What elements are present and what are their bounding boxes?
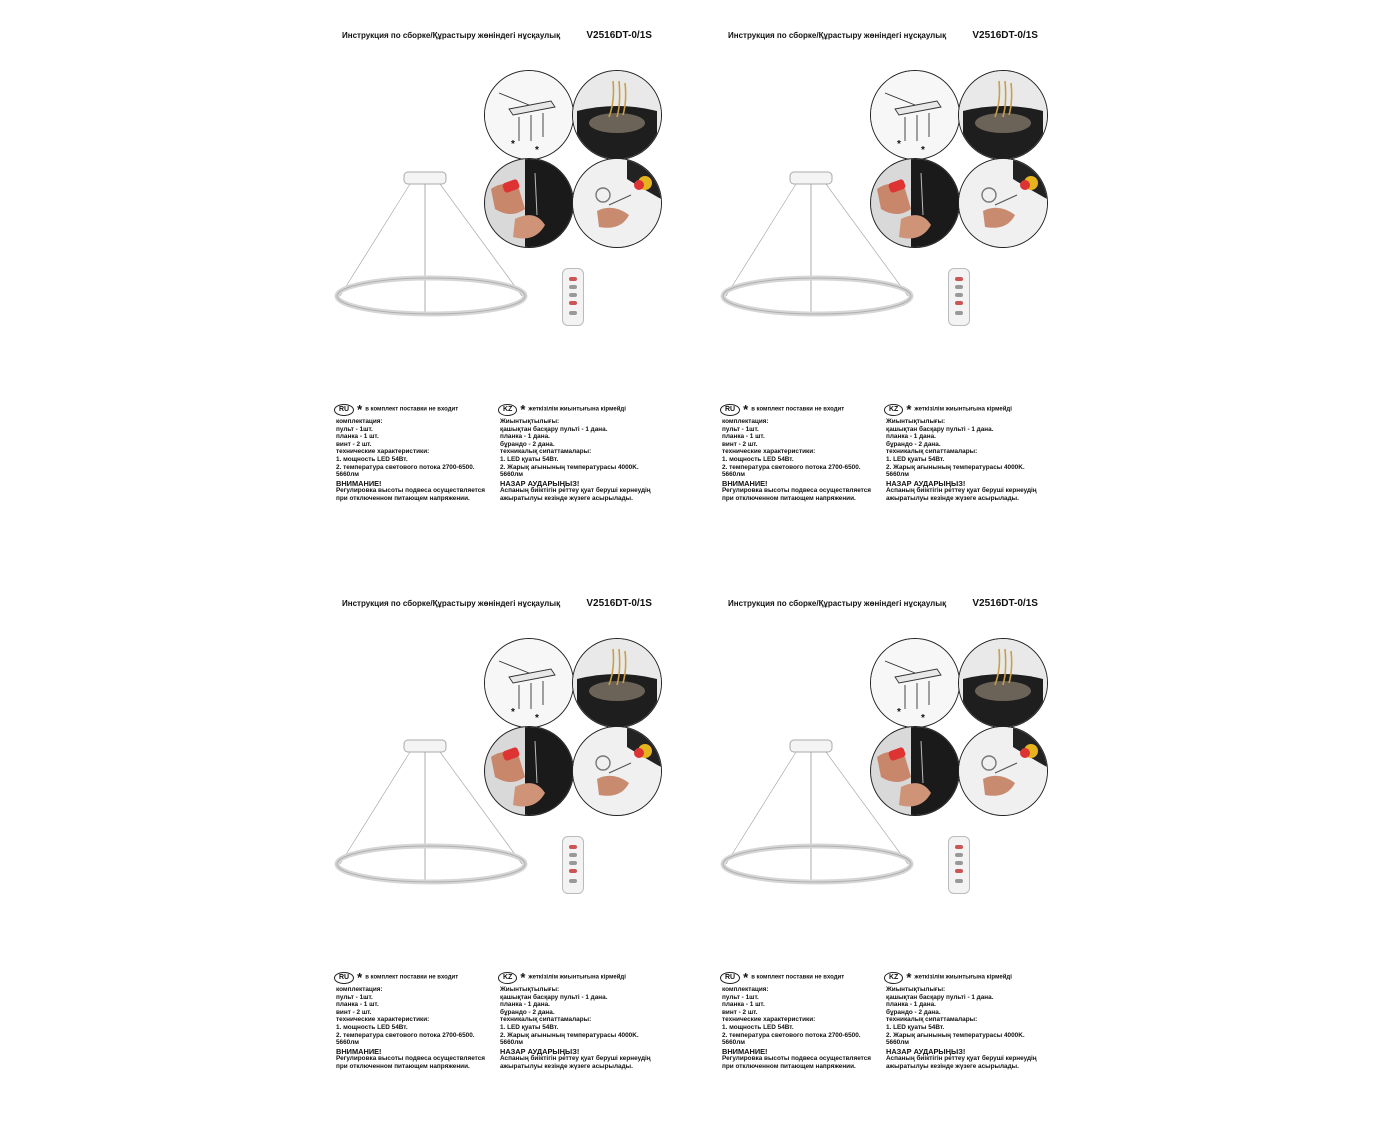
warning-title: ВНИМАНИЕ! [336, 1046, 382, 1056]
wiring-canopy-step [958, 70, 1048, 160]
spec-line: 2. Жарық ағынының температурасы 4000K. [886, 463, 1025, 471]
spec-line: Жиынтықтылығы: [886, 418, 946, 425]
spec-line: қашықтан басқару пульті - 1 дана. [500, 993, 608, 1001]
spec-line: 5660лм [886, 1039, 910, 1047]
spec-line: 5660лм [500, 1039, 524, 1047]
ru-spec-column [722, 986, 882, 1071]
spec-line: пульт - 1шт. [722, 425, 759, 433]
spec-line: планка - 1 дана. [886, 433, 936, 441]
warning-line: ажыратылуы кезінде жүзеге асырылады. [500, 494, 633, 502]
spec-line: винт - 2 шт. [722, 1008, 758, 1016]
screwdriver-step [484, 158, 574, 248]
svg-text:*: * [511, 139, 515, 150]
screwdriver-step [870, 726, 960, 816]
spec-line: Жиынтықтылығы: [886, 986, 946, 993]
spec-line: винт - 2 шт. [336, 1008, 372, 1016]
remote-control-illustration [948, 836, 970, 894]
ru-language-badge: RU [720, 404, 740, 416]
spec-line: техникалық сипаттамалары: [500, 448, 592, 456]
sheet-header [728, 30, 1048, 44]
warning-line: Аспаның биіктігін реттеу қуат беруші кернеудің [500, 487, 651, 495]
spec-line: 1. мощность LED 54Вт. [722, 1023, 794, 1031]
asterisk-icon: * [520, 970, 526, 985]
legend-row [720, 402, 1060, 416]
spec-line: бұрандо - 2 дана. [886, 1008, 941, 1016]
bracket-diagram-step [484, 638, 574, 728]
spec-line: комплектация: [722, 418, 769, 425]
bracket-diagram-step [870, 70, 960, 160]
screwdriver-step [484, 726, 574, 816]
spec-line: 2. Жарық ағынының температурасы 4000K. [886, 1031, 1025, 1039]
asterisk-icon: * [743, 402, 749, 417]
spec-line: 5660лм [886, 471, 910, 479]
asterisk-icon: * [906, 970, 912, 985]
sheet-title: Инструкция по сборке/Құрастыру жөніндегі нұсқаулық [728, 599, 947, 608]
spec-line: 2. температура светового потока 2700-6500. [722, 1031, 861, 1039]
asterisk-icon: * [743, 970, 749, 985]
wiring-canopy-step [572, 638, 662, 728]
ru-not-included-note: в комплект поставки не входит [751, 406, 845, 413]
spec-line: 1. мощность LED 54Вт. [722, 455, 794, 463]
spec-line: бұрандо - 2 дана. [886, 440, 941, 448]
model-number: V2516DT-0/1S [586, 598, 652, 609]
spec-line: бұрандо - 2 дана. [500, 1008, 555, 1016]
sheet-title: Инструкция по сборке/Құрастыру жөніндегі нұсқаулық [342, 31, 561, 40]
spec-line: пульт - 1шт. [336, 993, 373, 1001]
warning-title: ВНИМАНИЕ! [336, 478, 382, 488]
spec-line: планка - 1 шт. [336, 433, 379, 441]
kz-not-included-note: жеткізілім жиынтығына кірмейді [914, 406, 1012, 413]
legend-row [334, 970, 674, 984]
spec-line: планка - 1 шт. [722, 1001, 765, 1009]
spec-line: 5660лм [336, 471, 360, 479]
warning-title: ВНИМАНИЕ! [722, 1046, 768, 1056]
sheet-title: Инструкция по сборке/Құрастыру жөніндегі нұсқаулық [342, 599, 561, 608]
spec-line: 2. температура светового потока 2700-6500. [336, 463, 475, 471]
kz-language-badge: KZ [498, 404, 517, 416]
spec-line: винт - 2 шт. [722, 440, 758, 448]
spec-line: 2. температура светового потока 2700-6500. [722, 463, 861, 471]
kz-spec-column [886, 418, 1046, 503]
screwdriver-step [870, 158, 960, 248]
ru-language-badge: RU [334, 972, 354, 984]
spec-line: 5660лм [500, 471, 524, 479]
bracket-diagram-step [870, 638, 960, 728]
spec-line: қашықтан басқару пульті - 1 дана. [886, 993, 994, 1001]
ru-language-badge: RU [720, 972, 740, 984]
asterisk-icon: * [906, 402, 912, 417]
warning-line: ажыратылуы кезінде жүзеге асырылады. [500, 1062, 633, 1070]
instruction-sheet [720, 30, 1060, 550]
spec-line: техникалық сипаттамалары: [886, 448, 978, 456]
ru-spec-column [336, 986, 496, 1071]
spec-line: планка - 1 шт. [336, 1001, 379, 1009]
ru-spec-column [722, 418, 882, 503]
svg-text:*: * [897, 139, 901, 150]
instruction-sheet [334, 30, 674, 550]
warning-line: при отключенном питающем напряжении. [722, 1062, 856, 1070]
remote-control-illustration [948, 268, 970, 326]
spec-line: 2. Жарық ағынының температурасы 4000K. [500, 1031, 639, 1039]
spec-line: технические характеристики: [336, 448, 430, 456]
warning-title: НАЗАР АУДАРЫҢЫЗ! [500, 1046, 580, 1056]
wiring-canopy-step [572, 70, 662, 160]
model-number: V2516DT-0/1S [972, 30, 1038, 41]
spec-line: планка - 1 дана. [500, 433, 550, 441]
kz-language-badge: KZ [498, 972, 517, 984]
warning-title: НАЗАР АУДАРЫҢЫЗ! [886, 1046, 966, 1056]
spec-line: винт - 2 шт. [336, 440, 372, 448]
sheet-header [342, 30, 662, 44]
spec-line: 5660лм [722, 1039, 746, 1047]
spec-line: 1. LED қуаты 54Вт. [500, 1023, 559, 1031]
sheet-header [342, 598, 662, 612]
warning-line: при отключенном питающем напряжении. [336, 1062, 470, 1070]
spec-line: техникалық сипаттамалары: [886, 1016, 978, 1024]
spec-line: Жиынтықтылығы: [500, 986, 560, 993]
kz-spec-column [500, 418, 660, 503]
warning-line: Регулировка высоты подвеса осуществляется [336, 487, 486, 495]
warning-line: Аспаның биіктігін реттеу қуат беруші кернеудің [886, 1055, 1037, 1063]
warning-line: Аспаның биіктігін реттеу қуат беруші кернеудің [500, 1055, 651, 1063]
instruction-sheet [334, 598, 674, 1118]
spec-line: пульт - 1шт. [336, 425, 373, 433]
kz-not-included-note: жеткізілім жиынтығына кірмейді [528, 974, 626, 981]
remote-control-illustration [562, 268, 584, 326]
spec-line: техникалық сипаттамалары: [500, 1016, 592, 1024]
hook-attachment-step [958, 726, 1048, 816]
warning-title: ВНИМАНИЕ! [722, 478, 768, 488]
warning-line: Регулировка высоты подвеса осуществляется [336, 1055, 486, 1063]
spec-line: 2. температура светового потока 2700-6500. [336, 1031, 475, 1039]
kz-language-badge: KZ [884, 404, 903, 416]
spec-line: технические характеристики: [336, 1016, 430, 1024]
model-number: V2516DT-0/1S [586, 30, 652, 41]
svg-text:*: * [921, 713, 925, 724]
ru-language-badge: RU [334, 404, 354, 416]
kz-spec-column [886, 986, 1046, 1071]
spec-line: 1. LED қуаты 54Вт. [886, 1023, 945, 1031]
warning-line: при отключенном питающем напряжении. [336, 494, 470, 502]
svg-text:*: * [511, 707, 515, 718]
spec-line: 5660лм [722, 471, 746, 479]
svg-text:*: * [921, 145, 925, 156]
kz-not-included-note: жеткізілім жиынтығына кірмейді [528, 406, 626, 413]
spec-line: комплектация: [722, 986, 769, 993]
spec-line: Жиынтықтылығы: [500, 418, 560, 425]
svg-text:*: * [535, 145, 539, 156]
svg-text:*: * [535, 713, 539, 724]
warning-line: Регулировка высоты подвеса осуществляется [722, 1055, 872, 1063]
asterisk-icon: * [357, 402, 363, 417]
spec-line: 1. мощность LED 54Вт. [336, 1023, 408, 1031]
spec-line: планка - 1 дана. [500, 1001, 550, 1009]
bracket-diagram-step [484, 70, 574, 160]
spec-line: комплектация: [336, 986, 383, 993]
spec-line: қашықтан басқару пульті - 1 дана. [500, 425, 608, 433]
kz-not-included-note: жеткізілім жиынтығына кірмейді [914, 974, 1012, 981]
spec-line: планка - 1 дана. [886, 1001, 936, 1009]
kz-language-badge: KZ [884, 972, 903, 984]
svg-text:*: * [897, 707, 901, 718]
warning-line: ажыратылуы кезінде жүзеге асырылады. [886, 494, 1019, 502]
spec-line: технические характеристики: [722, 1016, 816, 1024]
ru-not-included-note: в комплект поставки не входит [751, 974, 845, 981]
spec-line: бұрандо - 2 дана. [500, 440, 555, 448]
spec-line: комплектация: [336, 418, 383, 425]
spec-line: технические характеристики: [722, 448, 816, 456]
hook-attachment-step [572, 158, 662, 248]
spec-line: пульт - 1шт. [722, 993, 759, 1001]
asterisk-icon: * [520, 402, 526, 417]
warning-line: Регулировка высоты подвеса осуществляется [722, 487, 872, 495]
remote-control-illustration [562, 836, 584, 894]
hook-attachment-step [572, 726, 662, 816]
spec-line: планка - 1 шт. [722, 433, 765, 441]
spec-line: қашықтан басқару пульті - 1 дана. [886, 425, 994, 433]
ru-not-included-note: в комплект поставки не входит [365, 406, 459, 413]
warning-title: НАЗАР АУДАРЫҢЫЗ! [886, 478, 966, 488]
legend-row [334, 402, 674, 416]
ru-spec-column [336, 418, 496, 503]
spec-line: 1. LED қуаты 54Вт. [500, 455, 559, 463]
wiring-canopy-step [958, 638, 1048, 728]
asterisk-icon: * [357, 970, 363, 985]
spec-line: 1. мощность LED 54Вт. [336, 455, 408, 463]
model-number: V2516DT-0/1S [972, 598, 1038, 609]
spec-line: 5660лм [336, 1039, 360, 1047]
warning-line: Аспаның биіктігін реттеу қуат беруші кернеудің [886, 487, 1037, 495]
spec-line: 1. LED қуаты 54Вт. [886, 455, 945, 463]
warning-line: при отключенном питающем напряжении. [722, 494, 856, 502]
legend-row [720, 970, 1060, 984]
warning-title: НАЗАР АУДАРЫҢЫЗ! [500, 478, 580, 488]
hook-attachment-step [958, 158, 1048, 248]
sheet-title: Инструкция по сборке/Құрастыру жөніндегі нұсқаулық [728, 31, 947, 40]
ru-not-included-note: в комплект поставки не входит [365, 974, 459, 981]
kz-spec-column [500, 986, 660, 1071]
sheet-header [728, 598, 1048, 612]
spec-line: 2. Жарық ағынының температурасы 4000K. [500, 463, 639, 471]
warning-line: ажыратылуы кезінде жүзеге асырылады. [886, 1062, 1019, 1070]
instruction-sheet [720, 598, 1060, 1118]
